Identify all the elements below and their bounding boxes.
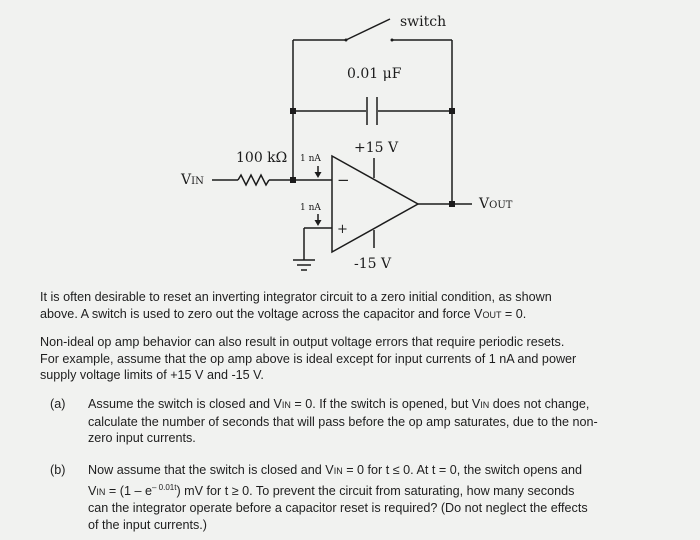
question-a-line-2: calculate the number of seconds that will pass before the op amp saturates, due to the non- [88, 414, 598, 429]
supply-negative-label: -15 V [354, 256, 392, 272]
switch-contact-right [391, 39, 394, 42]
bias-arrow-top-head [315, 172, 322, 178]
output-voltage-label: VOUT [479, 196, 513, 212]
junction-inverting-node [290, 177, 296, 183]
nonideal-line-1: Non-ideal op amp behavior can also result in output voltage errors that require periodic resets. [40, 335, 565, 349]
bias-arrow-bottom-head [315, 220, 322, 226]
question-a [50, 396, 666, 447]
question-b-line-1: Now assume that the switch is closed and VIN = 0 for t ≤ 0. At t = 0, the switch opens and [88, 463, 583, 477]
bias-current-top-label: 1 nA [300, 154, 321, 164]
question-a-label: (a) [50, 397, 66, 411]
junction-capacitor-left [290, 108, 296, 114]
bias-current-bottom-label: 1 nA [300, 203, 321, 213]
question-b-label: (b) [50, 463, 66, 477]
capacitor-label: 0.01 μF [347, 66, 402, 82]
question-b-line-3: can the integrator operate before a capacitor reset is required? (Do not neglect the effects [88, 501, 588, 515]
question-b-line-4: of the input currents.) [88, 517, 208, 532]
intro-line-1: It is often desirable to reset an inverting integrator circuit to a zero initial condition, as shown [40, 290, 552, 304]
switch-blade [346, 19, 390, 40]
junction-capacitor-right [449, 108, 455, 114]
question-a-line-1: Assume the switch is closed and VIN = 0. If the switch is opened, but VIN does not change, [88, 397, 590, 411]
resistor-zigzag [238, 175, 269, 185]
opamp-minus-sign: − [337, 171, 350, 189]
intro-paragraph [40, 289, 660, 323]
opamp-plus-sign: + [337, 222, 348, 237]
switch-contact-left [345, 39, 348, 42]
input-voltage-label: VIN [181, 172, 204, 188]
junction-output-node [449, 201, 455, 207]
nonideal-line-3: supply voltage limits of +15 V and -15 V. [40, 368, 264, 382]
resistor-label: 100 kΩ [236, 150, 288, 166]
question-b-line-2: VIN = $(1 - e^{- 0.01t})$ mV for t ≥ 0. To prevent the circuit from saturating, how many seconds [88, 482, 575, 498]
question-a-line-3: zero input currents. [88, 431, 196, 445]
supply-positive-label: +15 V [354, 140, 399, 156]
intro-line-2: above. A switch is used to zero out the voltage across the capacitor and force VOUT = 0. [40, 306, 527, 321]
nonideal-paragraph [40, 334, 660, 384]
question-b [50, 462, 666, 533]
nonideal-line-2: For example, assume that the op amp above is ideal except for input currents of 1 nA and power [40, 351, 577, 366]
switch-label: switch [400, 14, 447, 30]
